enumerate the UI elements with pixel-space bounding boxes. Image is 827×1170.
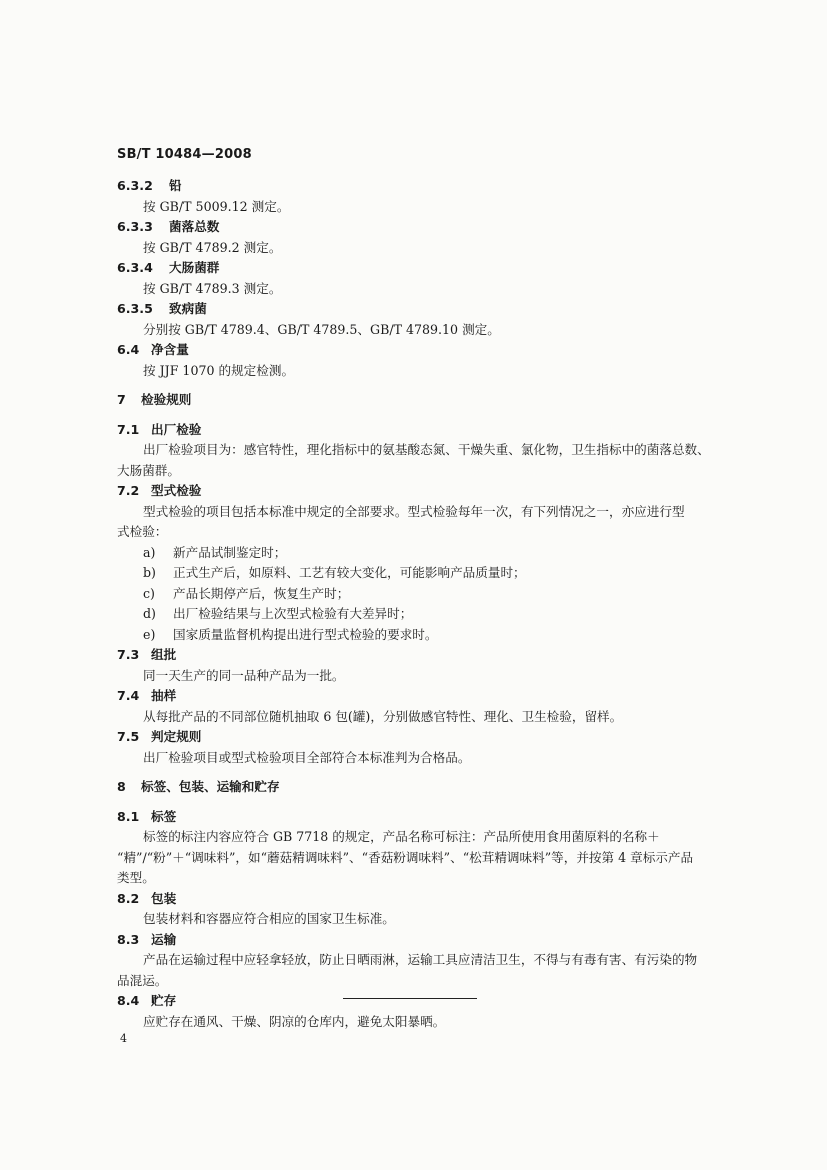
paragraph-line: 出厂检验项目或型式检验项目全部符合本标准判为合格品。 bbox=[143, 749, 471, 765]
list-item bbox=[117, 584, 717, 605]
paragraph-line: 型式检验的项目包括本标准中规定的全部要求。型式检验每年一次，有下列情况之一，亦应进行型 bbox=[143, 503, 685, 519]
section-heading bbox=[117, 727, 717, 748]
section-number: 6.3.3 bbox=[117, 219, 153, 234]
section-number: 8.4 bbox=[117, 993, 140, 1008]
section-title: 检验规则 bbox=[141, 392, 192, 407]
list-item-text: 出厂检验结果与上次型式检验有大差异时； bbox=[173, 606, 413, 621]
section-heading bbox=[117, 807, 717, 828]
paragraph-line: 从每批产品的不同部位随机抽取 6 包(罐)，分别做感官特性、理化、卫生检验，留样。 bbox=[143, 708, 623, 724]
section-title: 净含量 bbox=[151, 342, 189, 357]
paragraph-line: 按 GB/T 5009.12 测定。 bbox=[143, 198, 290, 214]
document-body bbox=[117, 176, 717, 1032]
paragraph-line: 品混运。 bbox=[117, 972, 168, 988]
section-title: 致病菌 bbox=[169, 301, 207, 316]
paragraph-line: 应贮存在通风、干燥、阴凉的仓库内，避免太阳暴晒。 bbox=[143, 1013, 446, 1029]
section-number: 7.3 bbox=[117, 647, 140, 662]
section-title: 标签 bbox=[151, 808, 177, 824]
section-number: 7.2 bbox=[117, 483, 140, 498]
section-heading bbox=[117, 889, 717, 910]
section-heading bbox=[117, 258, 717, 279]
list-marker: b) bbox=[143, 565, 156, 580]
section-number: 8.1 bbox=[117, 808, 140, 824]
list-item-text: 产品长期停产后，恢复生产时； bbox=[173, 585, 350, 601]
section-title: 型式检验 bbox=[151, 483, 202, 498]
paragraph-line: 按 GB/T 4789.2 测定。 bbox=[143, 239, 282, 255]
section-title: 菌落总数 bbox=[169, 219, 220, 234]
section-heading bbox=[117, 217, 717, 238]
section-title: 判定规则 bbox=[151, 729, 202, 744]
section-title: 标签、包装、运输和贮存 bbox=[141, 779, 280, 794]
section-number: 8.3 bbox=[117, 931, 140, 947]
paragraph-line: 出厂检验项目为：感官特性，理化指标中的氨基酸态氮、干燥失重、氯化物，卫生指标中的菌落总数、 bbox=[143, 442, 710, 457]
section-heading bbox=[117, 686, 717, 707]
section-title: 贮存 bbox=[151, 993, 177, 1008]
paragraph-line: 类型。 bbox=[117, 870, 155, 885]
section-number: 6.4 bbox=[117, 342, 140, 357]
paragraph-line: 按 JJF 1070 的规定检测。 bbox=[143, 362, 295, 378]
list-marker: e) bbox=[143, 626, 156, 642]
section-number: 7.1 bbox=[117, 421, 140, 437]
paragraph-line: 包装材料和容器应符合相应的国家卫生标准。 bbox=[143, 911, 395, 926]
paragraph-line: 式检验： bbox=[117, 524, 168, 539]
list-item bbox=[117, 563, 717, 584]
paragraph-line: 按 GB/T 4789.3 测定。 bbox=[143, 280, 282, 296]
list-item bbox=[117, 543, 717, 564]
section-heading bbox=[117, 176, 717, 197]
section-number: 7 bbox=[117, 392, 126, 407]
paragraph-line: 大肠菌群。 bbox=[117, 462, 180, 478]
section-heading bbox=[117, 645, 717, 666]
section-number: 7.5 bbox=[117, 729, 140, 744]
list-marker: a) bbox=[143, 544, 156, 560]
section-heading bbox=[117, 420, 717, 441]
list-item bbox=[117, 604, 717, 625]
section-heading bbox=[117, 299, 717, 320]
section-heading bbox=[117, 991, 717, 1012]
section-number: 6.3.5 bbox=[117, 301, 153, 316]
section-number: 8 bbox=[117, 779, 126, 794]
section-heading bbox=[117, 340, 717, 361]
list-item-text: 国家质量监督机构提出进行型式检验的要求时。 bbox=[173, 626, 438, 642]
list-marker: d) bbox=[143, 606, 156, 621]
section-number: 7.4 bbox=[117, 688, 140, 703]
section-heading bbox=[117, 930, 717, 951]
section-title: 大肠菌群 bbox=[169, 260, 220, 275]
end-rule bbox=[343, 998, 477, 999]
section-title: 抽样 bbox=[151, 688, 177, 703]
paragraph-line: 标签的标注内容应符合 GB 7718 的规定，产品名称可标注：产品所使用食用菌原料的名称＋ bbox=[143, 829, 660, 844]
section-title: 出厂检验 bbox=[151, 421, 202, 437]
section-number: 6.3.4 bbox=[117, 260, 153, 275]
section-number: 8.2 bbox=[117, 890, 140, 906]
section-heading bbox=[117, 390, 717, 411]
paragraph-line: “精”/“粉”＋“调味料”，如“蘑菇精调味料”、“香菇粉调味料”、“松茸精调味料”等，并按第 4 章标示产品 bbox=[117, 849, 694, 865]
section-heading bbox=[117, 481, 717, 502]
paragraph-line: 产品在运输过程中应轻拿轻放，防止日晒雨淋，运输工具应清洁卫生，不得与有毒有害、有污染的物 bbox=[143, 952, 698, 967]
section-title: 组批 bbox=[151, 647, 177, 662]
list-item-text: 新产品试制鉴定时； bbox=[173, 544, 287, 560]
page-number: 4 bbox=[120, 1032, 127, 1045]
standard-code-header: SB/T 10484—2008 bbox=[117, 147, 252, 162]
list-item bbox=[117, 625, 717, 646]
section-heading bbox=[117, 777, 717, 798]
paragraph-line: 同一天生产的同一品种产品为一批。 bbox=[143, 667, 345, 683]
paragraph-line: 分别按 GB/T 4789.4、GB/T 4789.5、GB/T 4789.10 测定。 bbox=[143, 321, 500, 337]
list-item-text: 正式生产后，如原料、工艺有较大变化，可能影响产品质量时； bbox=[173, 565, 526, 580]
section-title: 运输 bbox=[151, 931, 177, 947]
section-number: 6.3.2 bbox=[117, 178, 153, 193]
list-marker: c) bbox=[143, 585, 155, 601]
section-title: 包装 bbox=[151, 890, 177, 906]
section-title: 铅 bbox=[169, 178, 182, 193]
